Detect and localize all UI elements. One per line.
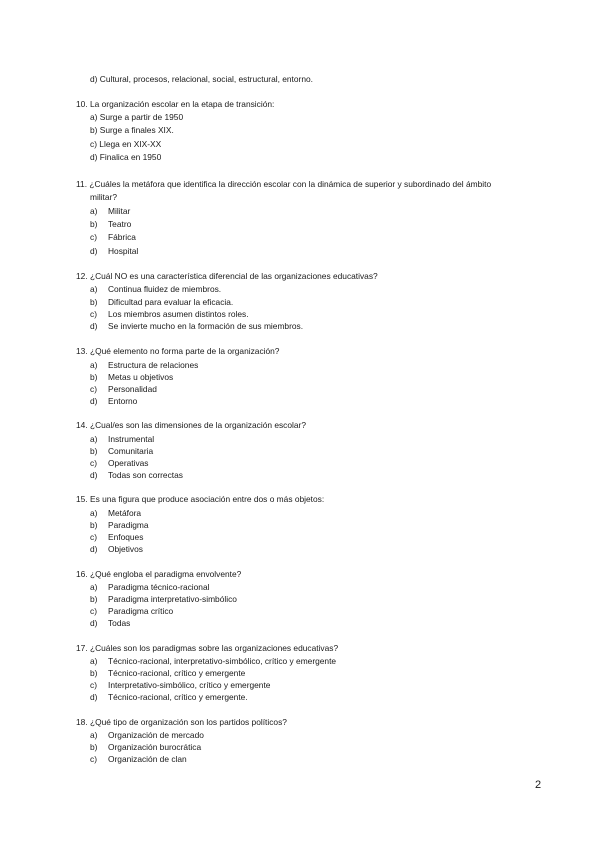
answer-option xyxy=(90,692,248,703)
question-number: 13. xyxy=(76,346,88,356)
option-text: Continua fluidez de miembros. xyxy=(108,284,222,294)
question-text: ¿Cuáles son los paradigmas sobre las organizaciones educativas? xyxy=(89,643,339,653)
answer-option xyxy=(90,582,209,593)
answer-option xyxy=(90,360,198,371)
option-label: d) xyxy=(90,618,98,628)
option-text: Todas xyxy=(108,618,131,628)
answer-option xyxy=(90,668,245,679)
answer-option xyxy=(90,594,237,605)
option-text: Fábrica xyxy=(108,232,136,242)
question-number: 15. xyxy=(76,494,88,504)
question-heading xyxy=(76,420,306,431)
question-text: ¿Qué engloba el paradigma envolvente? xyxy=(89,569,242,579)
question-number: 11. xyxy=(76,179,88,189)
option-text: Paradigma xyxy=(108,520,149,530)
option-text: Metas u objetivos xyxy=(108,372,174,382)
option-text: Interpretativo-simbólico, crítico y emergente xyxy=(108,680,271,690)
answer-option xyxy=(90,284,221,295)
option-label: c) xyxy=(90,384,97,394)
option-text: Estructura de relaciones xyxy=(108,360,199,370)
option-text: Organización burocrática xyxy=(108,742,202,752)
option-label: b) xyxy=(90,742,98,752)
answer-option xyxy=(90,606,173,617)
option-text: Comunitaria xyxy=(108,446,154,456)
option-label: d) xyxy=(90,321,98,331)
option-text: Teatro xyxy=(108,219,132,229)
option-label: a) xyxy=(90,730,98,740)
option-label: d) xyxy=(90,544,98,554)
option-label: c) xyxy=(90,606,97,616)
answer-option xyxy=(90,384,157,395)
option-label: a) xyxy=(90,434,98,444)
question-heading xyxy=(76,179,491,190)
answer-option xyxy=(90,618,130,629)
option-text: Militar xyxy=(108,206,131,216)
answer-option xyxy=(90,458,149,469)
option-text: Técnico-racional, crítico y emergente xyxy=(108,668,246,678)
option-label: b) xyxy=(90,219,98,229)
option-text: Entorno xyxy=(108,396,138,406)
question-text: ¿Cuál NO es una característica diferencial de las organizaciones educativas? xyxy=(89,271,378,281)
answer-option xyxy=(90,730,204,741)
answer-option xyxy=(90,742,201,753)
answer-option xyxy=(90,656,336,667)
answer-option xyxy=(90,219,131,230)
question-heading xyxy=(76,99,274,110)
answer-option xyxy=(90,309,249,320)
question-heading xyxy=(76,346,279,357)
option-text: Enfoques xyxy=(108,532,144,542)
page-number: 2 xyxy=(535,779,542,791)
option-text: Técnico-racional, crítico y emergente. xyxy=(108,692,248,702)
option-label: b) xyxy=(90,668,98,678)
option-text: Paradigma crítico xyxy=(108,606,174,616)
answer-option xyxy=(90,434,154,445)
option-label: c) xyxy=(90,232,97,242)
text-line: b) Surge a finales XIX. xyxy=(90,125,174,135)
option-label: c) xyxy=(90,754,97,764)
option-text: Operativas xyxy=(108,458,149,468)
option-text: Dificultad para evaluar la eficacia. xyxy=(108,297,234,307)
answer-option xyxy=(90,532,143,543)
question-text: ¿Cual/es son las dimensiones de la organización escolar? xyxy=(89,420,306,430)
option-text: Instrumental xyxy=(108,434,155,444)
option-label: d) xyxy=(90,246,98,256)
answer-option xyxy=(90,396,137,407)
option-text: Todas son correctas xyxy=(108,470,183,480)
answer-option xyxy=(90,321,303,332)
answer-option xyxy=(90,446,153,457)
question-text: Es una figura que produce asociación entre dos o más objetos: xyxy=(89,494,325,504)
answer-option xyxy=(90,470,183,481)
text-line: d) Finalica en 1950 xyxy=(90,152,162,162)
option-label: d) xyxy=(90,470,98,480)
text-line: c) Llega en XIX-XX xyxy=(90,139,162,149)
option-label: a) xyxy=(90,508,98,518)
option-label: a) xyxy=(90,284,98,294)
question-heading xyxy=(76,569,241,580)
option-text: Objetivos xyxy=(108,544,143,554)
answer-option xyxy=(90,544,143,555)
option-label: c) xyxy=(90,532,97,542)
question-text: ¿Qué tipo de organización son los partidos políticos? xyxy=(89,717,287,727)
option-text: Técnico-racional, interpretativo-simbólico, crítico y emergente xyxy=(108,656,337,666)
question-text-continuation: militar? xyxy=(90,192,117,202)
answer-option xyxy=(90,508,141,519)
option-text: Hospital xyxy=(108,246,139,256)
question-heading xyxy=(76,271,378,282)
option-label: a) xyxy=(90,206,98,216)
option-text: Organización de mercado xyxy=(108,730,204,740)
option-text: Paradigma técnico-racional xyxy=(108,582,210,592)
option-text: Se invierte mucho en la formación de sus miembros. xyxy=(108,321,304,331)
option-label: c) xyxy=(90,309,97,319)
text-line: a) Surge a partir de 1950 xyxy=(90,112,184,122)
question-number: 14. xyxy=(76,420,88,430)
text-line: d) Cultural, procesos, relacional, social, estructural, entorno. xyxy=(90,74,313,84)
option-label: c) xyxy=(90,458,97,468)
option-label: d) xyxy=(90,692,98,702)
option-label: b) xyxy=(90,297,98,307)
option-label: d) xyxy=(90,396,98,406)
option-label: b) xyxy=(90,446,98,456)
question-heading xyxy=(76,717,287,728)
answer-option xyxy=(90,232,136,243)
question-text: ¿Cuáles la metáfora que identifica la dirección escolar con la dinámica de superior y subordinado del ámbito xyxy=(89,179,492,189)
option-text: Paradigma interpretativo-simbólico xyxy=(108,594,237,604)
question-text: ¿Qué elemento no forma parte de la organización? xyxy=(89,346,280,356)
answer-option xyxy=(90,297,233,308)
option-text: Personalidad xyxy=(108,384,157,394)
question-text: La organización escolar en la etapa de transición: xyxy=(89,99,275,109)
answer-option xyxy=(90,680,270,691)
question-heading xyxy=(76,643,338,654)
option-label: b) xyxy=(90,594,98,604)
option-text: Los miembros asumen distintos roles. xyxy=(108,309,249,319)
question-number: 18. xyxy=(76,717,88,727)
question-number: 17. xyxy=(76,643,88,653)
question-number: 16. xyxy=(76,569,88,579)
answer-option xyxy=(90,206,130,217)
option-label: b) xyxy=(90,520,98,530)
option-label: a) xyxy=(90,360,98,370)
option-label: a) xyxy=(90,656,98,666)
option-label: b) xyxy=(90,372,98,382)
option-label: a) xyxy=(90,582,98,592)
answer-option xyxy=(90,520,149,531)
option-text: Metáfora xyxy=(108,508,142,518)
answer-option xyxy=(90,246,138,257)
question-number: 12. xyxy=(76,271,88,281)
answer-option xyxy=(90,372,173,383)
question-number: 10. xyxy=(76,99,88,109)
answer-option xyxy=(90,754,187,765)
option-text: Organización de clan xyxy=(108,754,187,764)
question-heading xyxy=(76,494,324,505)
option-label: c) xyxy=(90,680,97,690)
